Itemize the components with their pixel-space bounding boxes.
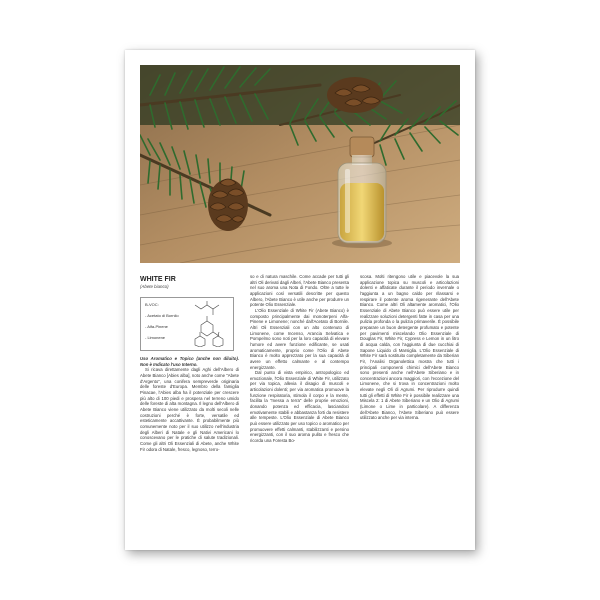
voc-box bbox=[140, 297, 234, 351]
photo-fir-branch-oil-bottle bbox=[140, 65, 460, 263]
paragraph: Dal punto di vista empirico, antropologico ed emozionale, l'Olio Essenziale di White Fir, utilizzato per via topica, allevia il disagio di muscoli e articolazioni dolenti; per via aromatica promuove la funzione respiratoria, stimola il corpo e la mente, facilita la "messa a terra" delle proprie emozioni, donando potenza ed efficacia, lasciandoci emotivamente stabili e abbastanza forti da resistere alle tempeste. L'Olio Essenziale di Abete Bianco può essere utilizzato per uso topico o aromatico per promuovere effetti calmanti, stabilizzanti e persino energizzanti, con il suo aroma pulito e fresco che ricorda una Foresta Bo- bbox=[250, 370, 349, 444]
paragraph: scosa. Molti ritengono utile e piacevole la sua applicazione topica su muscoli e articolazioni dolenti e affaticate durante il periodo invernale o l'aggiunta a un bagno caldo per rilassarsi e respirare il potente aroma rigenerante dell'Abete Bianco. Come altri Oli altamente aromatici, l'Olio Essenziale di Abete Bianco può essere utile per realizzare soluzioni detergenti fatte in casa per una pulizia profonda o la pulizia primaverile. È possibile preparare un buon detergente profumato e potente per pavimenti miscelando Olio Essenziale di Douglas Fir, White Fir, Cypress e Lemon in un litro di acqua calda, con l'aggiunta di due cucchiai di Sapone Liquido di Marsiglia. L'Olio Essenziale di White Fir sarà sostituito completamente da Siberian Fir, l'Analisi Organolettica mostra che tutti i principali componenti chimici dell'Abete Bianco sono presenti anche nell'Abete Siberiano e in concentrazioni ancora maggiori, con l'eccezione del Limonene, che si trova in concentrazioni molto elevate negli Oli di Agrumi. Per riprodurre quindi tutti gli effetti di White Fir è possibile realizzare una Miscela 2: 1 di Abete Siberiano e un Olio di Agrumi (Limone o Lime in particolare). A differenza dell'Abete Bianco, l'Abete Siberiano può essere utilizzato anche per via interna. bbox=[360, 274, 459, 421]
paragraph: Si ricava direttamente dagli Aghi dell'Albero di Abete Bianco [Abies alba], noto anche come "Abete d'Argento", una conifera sempreverde originaria delle foreste d'Europa. Membro della famiglia Pinacae, l'Abies alba ha il potenziale per crescere più alto di 100 piedi e prospera nel terreno umido delle foreste di alta montagna. Il legno dell'Albero di Abete Bianco viene utilizzato da molti secoli nelle costruzioni perché è forte, versatile ed esteticamente accattivante. È probabilmente più comunemente noto per il suo utilizzo nell'industria degli Alberi di Natale e gli Nativi Americani lo conoscevano per le pratiche di salute tradizionali. Come gli altri Oli Essenziali di Abete, anche White Fir odora di Natale, fresco, legnoso, terro- bbox=[140, 367, 239, 452]
paragraph: so e di natura maschile. Come accade per tutti gli altri Oli derivati dagli Alberi, l'Abete Bianco presenta nel suo aroma una Nota di Fondo. Oltre a tutte le applicazioni così versatili descritte per questo Albero, l'Abete Bianco è utile anche per produrre un potente Olio Essenziale. bbox=[250, 274, 349, 308]
article-body bbox=[140, 274, 460, 536]
column-3 bbox=[360, 274, 459, 536]
voc-compound: - Limonene bbox=[145, 335, 166, 340]
column-1 bbox=[140, 274, 239, 536]
pinecone-icon bbox=[208, 179, 248, 231]
molecule-structures-icon bbox=[191, 301, 229, 347]
pinecone-icon bbox=[327, 77, 383, 113]
voc-heading: B-VOC: bbox=[145, 302, 159, 307]
article-subtitle: (Abete bianco) bbox=[140, 284, 169, 289]
voc-compound: - Alfa-Pinene bbox=[145, 324, 168, 329]
magazine-page bbox=[125, 50, 475, 550]
voc-compound: - Acetato di Bornilo bbox=[145, 313, 179, 318]
usage-note: Uso Aromatico e Topico (anche non diluito). Non è Indicato l'uso Interno. bbox=[140, 356, 239, 367]
article-title: WHITE FIR bbox=[140, 276, 176, 283]
paragraph: L'Olio Essenziale di White Fir (Abete Bianco) è composto principalmente dai monoterpeni Alfa-Pinene e Limonene; nonché dall'Acetato di Bornile. Altri Oli Essenziali con un alto contenuto di Limonene, come Incenso, Arancia Selvatica e Pompelmo sono noti per la loro capacità di elevare l'umore ed avere funzione edificante, se usati aromaticamente, proprio come l'Olio di Abete Bianco è molto apprezzato per la sua capacità di avere un effetto calmante e al contempo energizzante. bbox=[250, 307, 349, 370]
column-2 bbox=[250, 274, 349, 536]
